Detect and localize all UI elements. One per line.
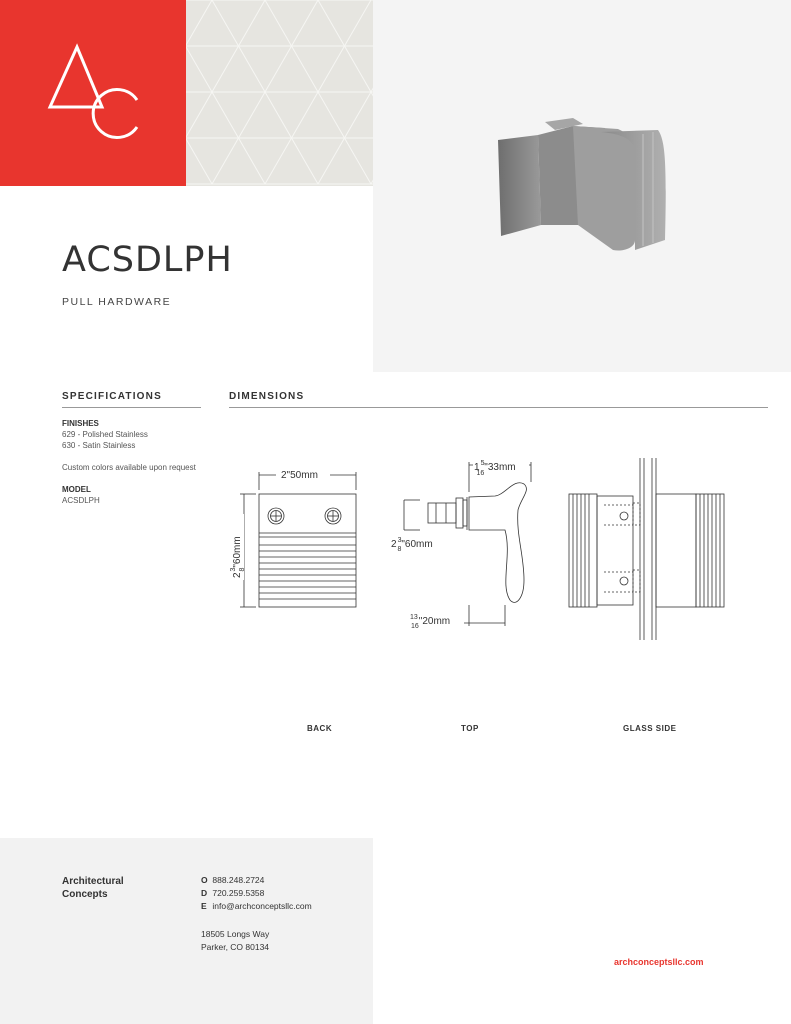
address bbox=[201, 928, 269, 954]
finishes-label: FINISHES bbox=[62, 419, 99, 428]
back-height-rest: "60mm bbox=[232, 536, 243, 568]
contact-key: E bbox=[201, 901, 207, 911]
top-height-numerator: 3 bbox=[397, 537, 402, 544]
back-width-label: 2"50mm bbox=[281, 470, 318, 481]
custom-colors-note: Custom colors available upon request bbox=[62, 463, 196, 472]
view-label-glass-side: GLASS SIDE bbox=[623, 724, 677, 733]
top-depth-rest: "33mm bbox=[484, 462, 516, 473]
contact-key: D bbox=[201, 888, 208, 898]
model-label: MODEL bbox=[62, 485, 91, 494]
specifications-heading: SPECIFICATIONS bbox=[62, 391, 162, 402]
back-height-whole: 2 bbox=[232, 572, 243, 578]
top-base-rest: "20mm bbox=[418, 616, 451, 627]
top-base-numerator: 13 bbox=[410, 614, 418, 621]
contact-email bbox=[201, 900, 312, 913]
address-line: Parker, CO 80134 bbox=[201, 942, 270, 952]
back-height-denominator: 8 bbox=[239, 567, 246, 572]
view-label-top: TOP bbox=[461, 724, 479, 733]
view-label-back: BACK bbox=[307, 724, 333, 733]
email-link[interactable]: info@archconceptsllc.com bbox=[212, 901, 312, 911]
address-line: 18505 Longs Way bbox=[201, 929, 270, 939]
top-base-denominator: 16 bbox=[411, 623, 419, 630]
contact-list bbox=[201, 874, 312, 913]
contact-key: O bbox=[201, 875, 208, 885]
finish-item: 630 - Satin Stainless bbox=[62, 441, 136, 450]
product-category: PULL HARDWARE bbox=[62, 296, 172, 308]
top-depth-whole: 1 bbox=[474, 462, 480, 473]
top-depth-denominator: 16 bbox=[476, 470, 485, 477]
back-view-drawing bbox=[240, 472, 356, 607]
contact-office bbox=[201, 874, 312, 887]
footer-panel bbox=[0, 838, 373, 1024]
office-phone[interactable]: 888.248.2724 bbox=[212, 875, 265, 885]
top-height-whole: 2 bbox=[391, 539, 397, 550]
company-line: Concepts bbox=[62, 889, 108, 900]
website-link[interactable]: archconceptsllc.com bbox=[614, 957, 704, 967]
contact-direct bbox=[201, 887, 312, 900]
back-height-numerator: 3 bbox=[230, 567, 237, 572]
glass-side-drawing bbox=[569, 458, 724, 640]
dimensions-heading: DIMENSIONS bbox=[229, 391, 305, 402]
top-height-denominator: 8 bbox=[397, 546, 402, 553]
direct-phone[interactable]: 720.259.5358 bbox=[212, 888, 265, 898]
model-value: ACSDLPH bbox=[62, 496, 100, 505]
company-line: Architectural bbox=[62, 876, 124, 887]
top-depth-numerator: 5 bbox=[480, 460, 485, 467]
finish-item: 629 - Polished Stainless bbox=[62, 430, 148, 439]
product-title: ACSDLPH bbox=[62, 240, 233, 280]
top-height-rest: "60mm bbox=[401, 539, 433, 550]
company-name bbox=[62, 875, 124, 901]
